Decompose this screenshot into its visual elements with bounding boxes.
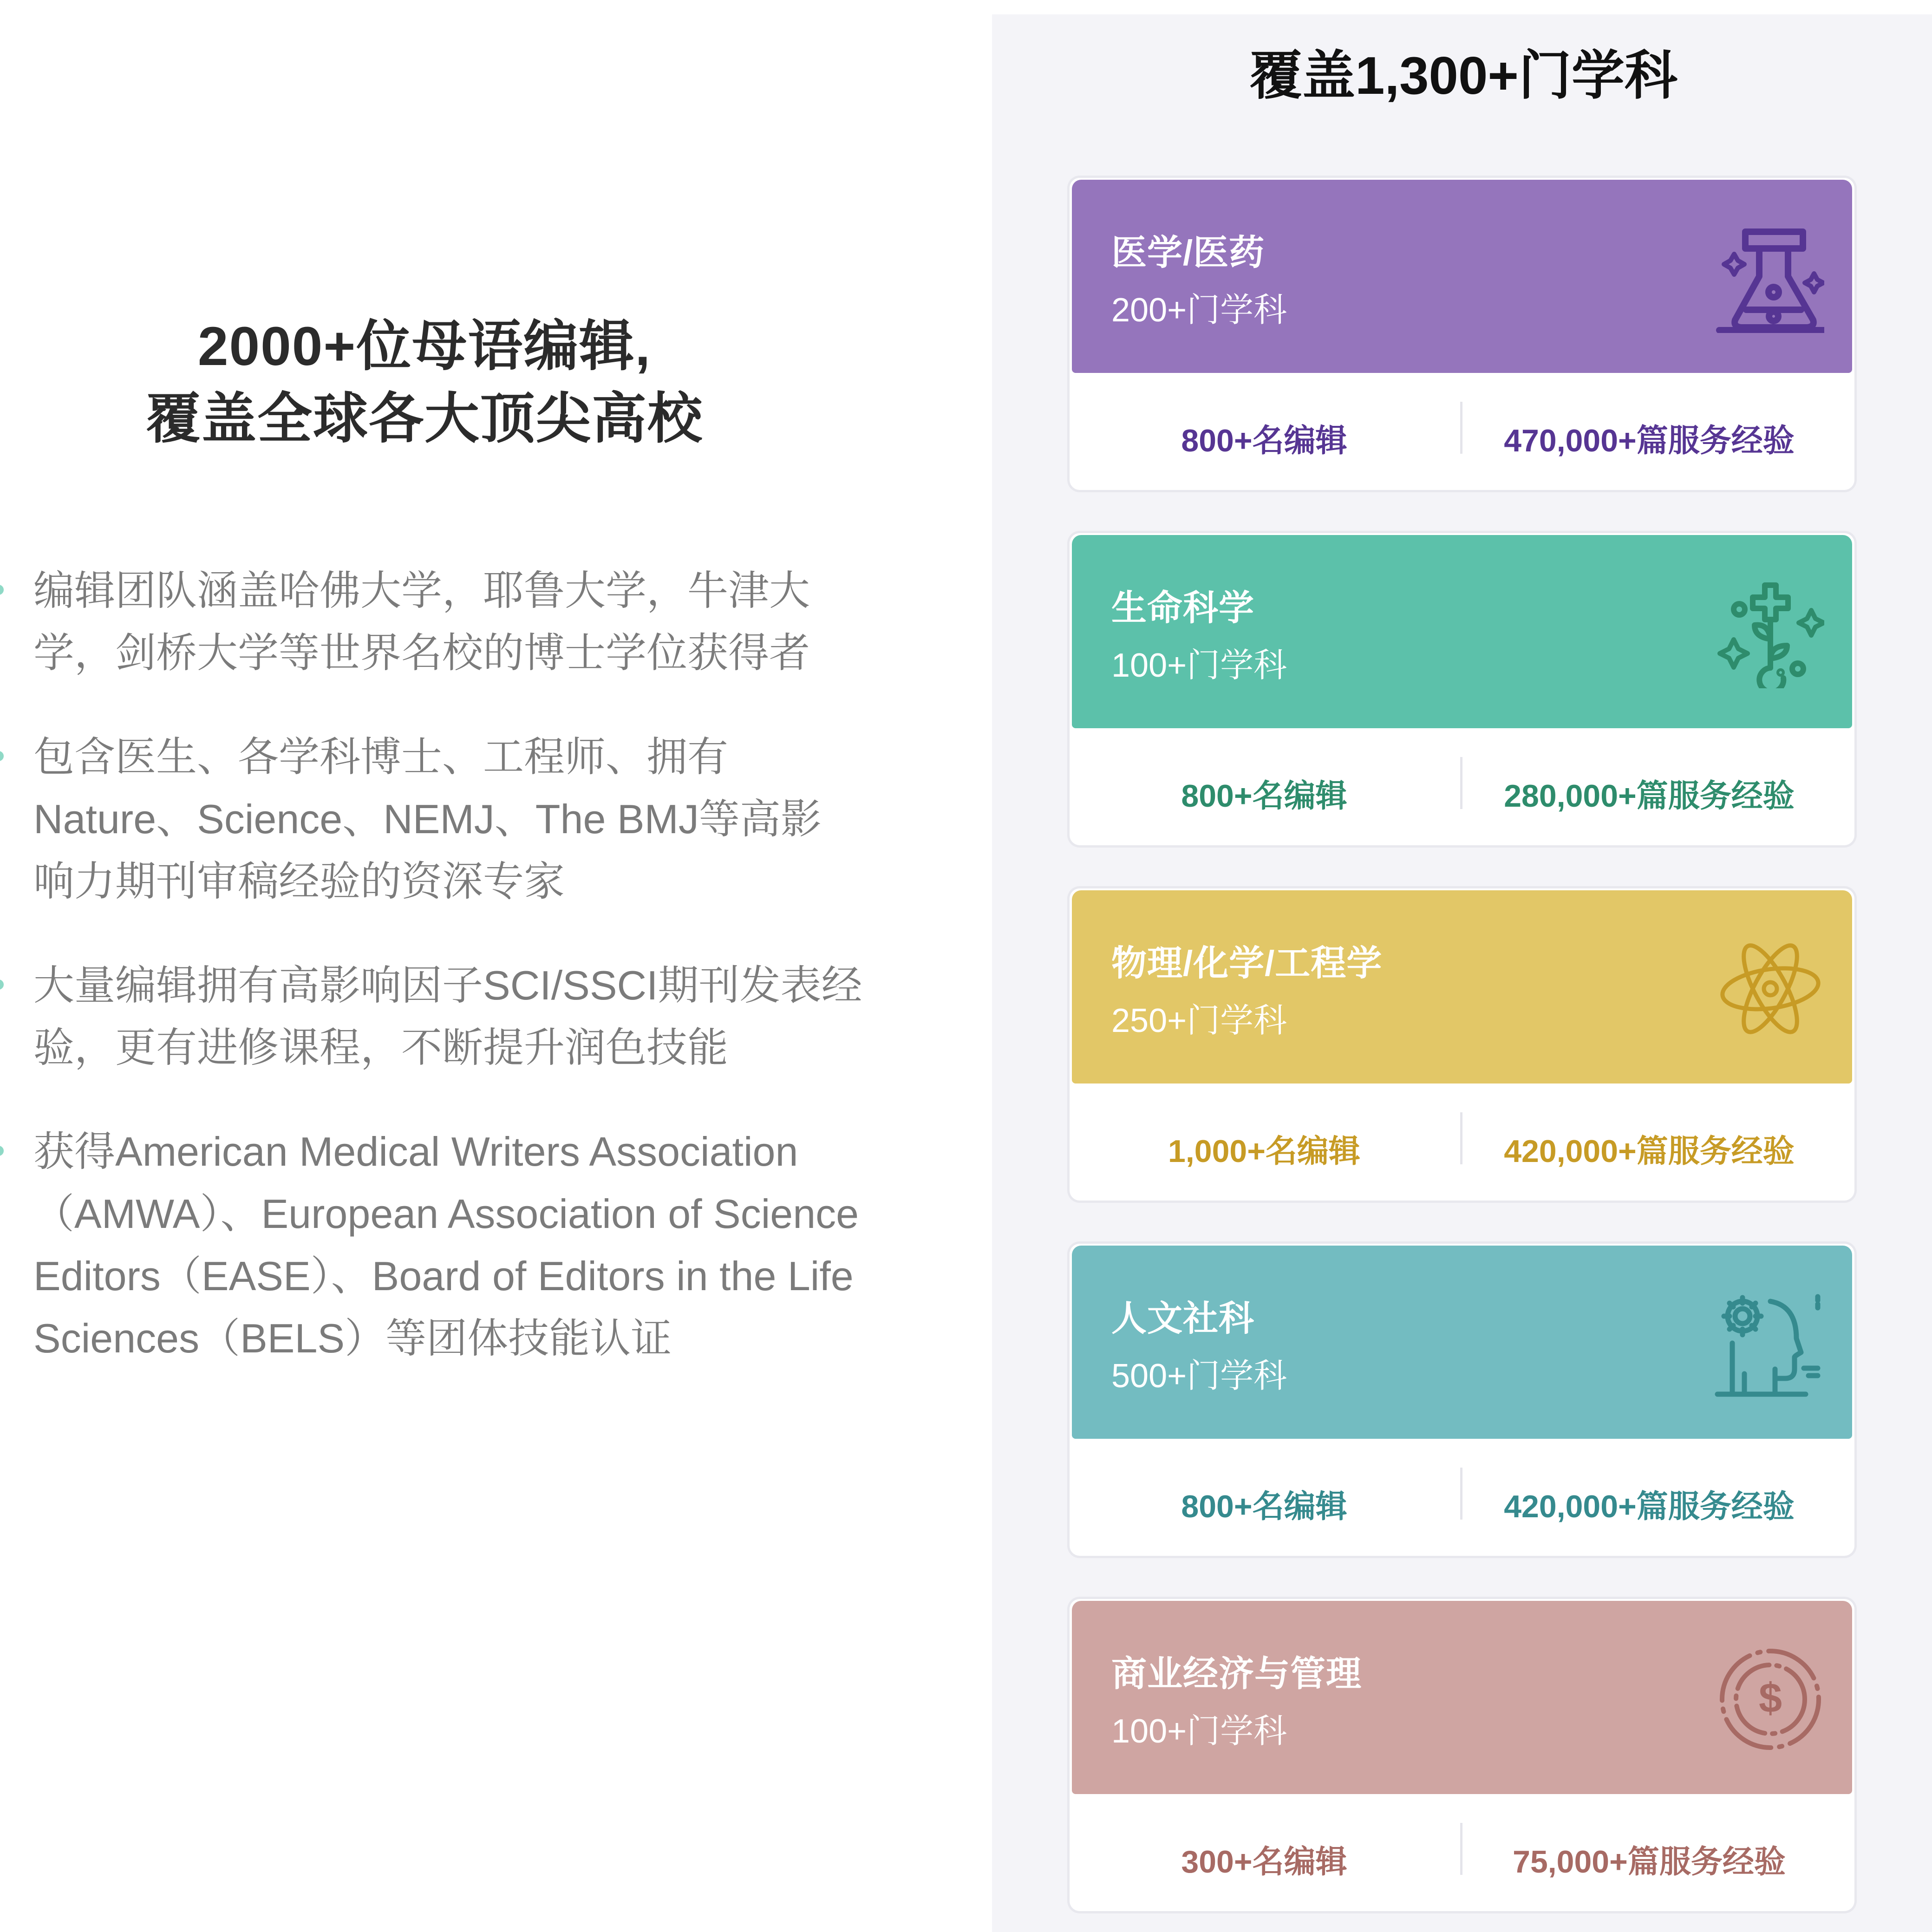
editor-count: 800+名编辑 — [1181, 778, 1347, 814]
card-stats — [1070, 728, 1854, 845]
discipline-card-physics-chemistry-engineering[interactable] — [1070, 888, 1854, 1201]
bullet-text: 大量编辑拥有高影响因子SCI/SSCI期刊发表经验，更有进修课程，不断提升润色技能 — [33, 962, 862, 1070]
editor-count: 1,000+名编辑 — [1168, 1134, 1360, 1169]
card-header — [1072, 180, 1852, 373]
card-stats — [1070, 1439, 1854, 1556]
service-experience: 420,000+篇服务经验 — [1504, 1489, 1795, 1524]
discipline-card-humanities-social-sciences[interactable] — [1070, 1244, 1854, 1556]
disciplines-panel — [992, 14, 1932, 1932]
service-experience: 420,000+篇服务经验 — [1504, 1134, 1795, 1169]
editors-heading — [99, 310, 750, 455]
heading-line-1: 2000+位母语编辑, — [197, 316, 652, 377]
editor-count: 800+名编辑 — [1181, 1489, 1347, 1524]
card-title: 商业经济与管理 — [1111, 1654, 1362, 1694]
card-subject-count: 500+门学科 — [1111, 1358, 1287, 1395]
card-title: 生命科学 — [1111, 588, 1254, 628]
card-stats — [1070, 373, 1854, 490]
bullet-item — [0, 954, 883, 1079]
card-subject-count: 200+门学科 — [1111, 292, 1287, 329]
discipline-card-medicine[interactable] — [1070, 178, 1854, 490]
card-title: 医学/医药 — [1111, 233, 1265, 273]
flask-icon — [1713, 222, 1824, 333]
card-header — [1072, 890, 1852, 1083]
head-gear-icon — [1713, 1287, 1824, 1399]
bullet-dot-icon — [0, 751, 4, 761]
card-stats — [1070, 1794, 1854, 1911]
card-subject-count: 100+门学科 — [1111, 1713, 1287, 1750]
bullet-dot-icon — [0, 585, 4, 595]
bullet-text: 获得American Medical Writers Association（AMWA）、European Association of Science Editors（EASE）、Board of Editors in the Life Sciences（BELS）等团体技能认证 — [33, 1129, 859, 1361]
panel-title: 覆盖1,300+门学科 — [1249, 46, 1677, 105]
dollar-coin-icon — [1713, 1643, 1824, 1754]
card-header — [1072, 535, 1852, 728]
service-experience: 75,000+篇服务经验 — [1513, 1844, 1786, 1880]
editor-count: 300+名编辑 — [1181, 1844, 1347, 1880]
card-title: 人文社科 — [1111, 1299, 1254, 1338]
card-stats — [1070, 1083, 1854, 1201]
discipline-card-life-sciences[interactable] — [1070, 533, 1854, 845]
atom-icon — [1713, 932, 1824, 1044]
card-subject-count: 100+门学科 — [1111, 647, 1287, 684]
card-title: 物理/化学/工程学 — [1111, 944, 1383, 983]
feature-bullet-list — [0, 560, 910, 1411]
service-experience: 280,000+篇服务经验 — [1504, 778, 1795, 814]
svg-text:$: $ — [1758, 1675, 1782, 1722]
bullet-item — [0, 560, 823, 684]
card-header — [1072, 1246, 1852, 1439]
editor-count: 800+名编辑 — [1181, 423, 1347, 458]
bullet-item — [0, 1121, 869, 1370]
bullet-item — [0, 726, 860, 913]
bullet-dot-icon — [0, 979, 4, 990]
card-header — [1072, 1601, 1852, 1794]
card-subject-count: 250+门学科 — [1111, 1002, 1287, 1039]
discipline-card-business-economics-management[interactable] — [1070, 1599, 1854, 1911]
bullet-text: 编辑团队涵盖哈佛大学，耶鲁大学，牛津大学，剑桥大学等世界名校的博士学位获得者 — [33, 568, 810, 676]
bullet-text: 包含医生、各学科博士、工程师、拥有Nature、Science、NEMJ、The BMJ等高影响力期刊审稿经验的资深专家 — [33, 734, 822, 904]
bullet-dot-icon — [0, 1146, 4, 1156]
service-experience: 470,000+篇服务经验 — [1504, 423, 1795, 458]
plant-sprout-icon — [1713, 577, 1824, 688]
heading-line-2: 覆盖全球各大顶尖高校 — [145, 388, 703, 450]
